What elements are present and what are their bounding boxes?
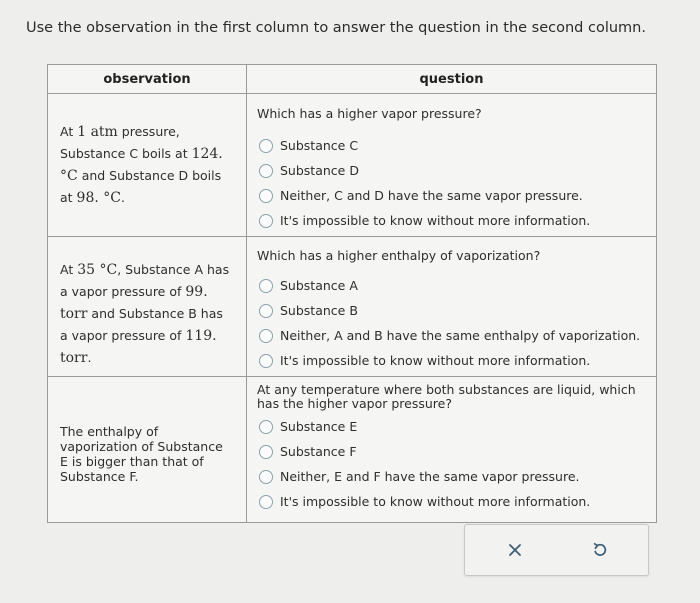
table-row [48,237,657,377]
option-label: Substance C [280,138,359,153]
option-label: Neither, C and D have the same vapor pressure. [280,188,583,203]
answer-option[interactable] [247,348,656,373]
radio-button[interactable] [259,139,273,153]
answer-option[interactable] [247,273,656,298]
table-header-row [48,65,657,94]
radio-button[interactable] [259,189,273,203]
observation-question-table [47,64,657,523]
radio-button[interactable] [259,354,273,368]
question-cell [247,237,657,377]
header-question: question [247,65,657,94]
clear-button[interactable] [503,538,527,562]
radio-button[interactable] [259,304,273,318]
answer-option[interactable] [247,298,656,323]
question-cell [247,94,657,237]
question-cell [247,377,657,523]
option-label: It's impossible to know without more information. [280,494,591,509]
radio-button[interactable] [259,164,273,178]
radio-button[interactable] [259,214,273,228]
observation-text: At 1 atm pressure, Substance C boils at 124. °C and Substance D boils at 98. °C. [60,124,223,206]
answer-option[interactable] [247,489,656,514]
observation-text: At 35 °C, Substance A has a vapor pressure of 99. torr and Substance B has a vapor pressure of 119. torr. [60,262,230,366]
radio-button[interactable] [259,420,273,434]
radio-button[interactable] [259,495,273,509]
radio-button[interactable] [259,445,273,459]
observation-text: The enthalpy of vaporization of Substance E is bigger than that of Substance F. [60,424,223,484]
answer-option[interactable] [247,323,656,348]
option-label: Substance F [280,444,357,459]
option-label: It's impossible to know without more information. [280,213,591,228]
option-label: Neither, A and B have the same enthalpy of vaporization. [280,328,641,343]
undo-icon [592,542,608,558]
answer-toolbar [464,524,649,576]
option-label: Substance E [280,419,358,434]
answer-option[interactable] [247,183,656,208]
option-label: Substance B [280,303,358,318]
radio-button[interactable] [259,329,273,343]
answer-option[interactable] [247,158,656,183]
answer-option[interactable] [247,439,656,464]
table-row [48,94,657,237]
answer-option[interactable] [247,133,656,158]
question-text: Which has a higher enthalpy of vaporization? [257,248,541,263]
radio-button[interactable] [259,470,273,484]
answer-option[interactable] [247,208,656,233]
option-label: Substance D [280,163,359,178]
radio-button[interactable] [259,279,273,293]
answer-option[interactable] [247,464,656,489]
instructions-text: Use the observation in the first column to answer the question in the second column. [26,20,646,36]
option-label: Substance A [280,278,358,293]
answer-option[interactable] [247,414,656,439]
question-text: Which has a higher vapor pressure? [257,106,482,121]
x-icon [508,543,522,557]
table-row [48,377,657,523]
header-observation: observation [48,65,247,94]
question-text: At any temperature where both substances are liquid, which has the higher vapor pressure? [257,382,636,411]
option-label: It's impossible to know without more information. [280,353,591,368]
option-label: Neither, E and F have the same vapor pressure. [280,469,580,484]
observation-cell [48,94,247,237]
observation-cell [48,377,247,523]
undo-button[interactable] [588,538,612,562]
observation-cell [48,237,247,377]
